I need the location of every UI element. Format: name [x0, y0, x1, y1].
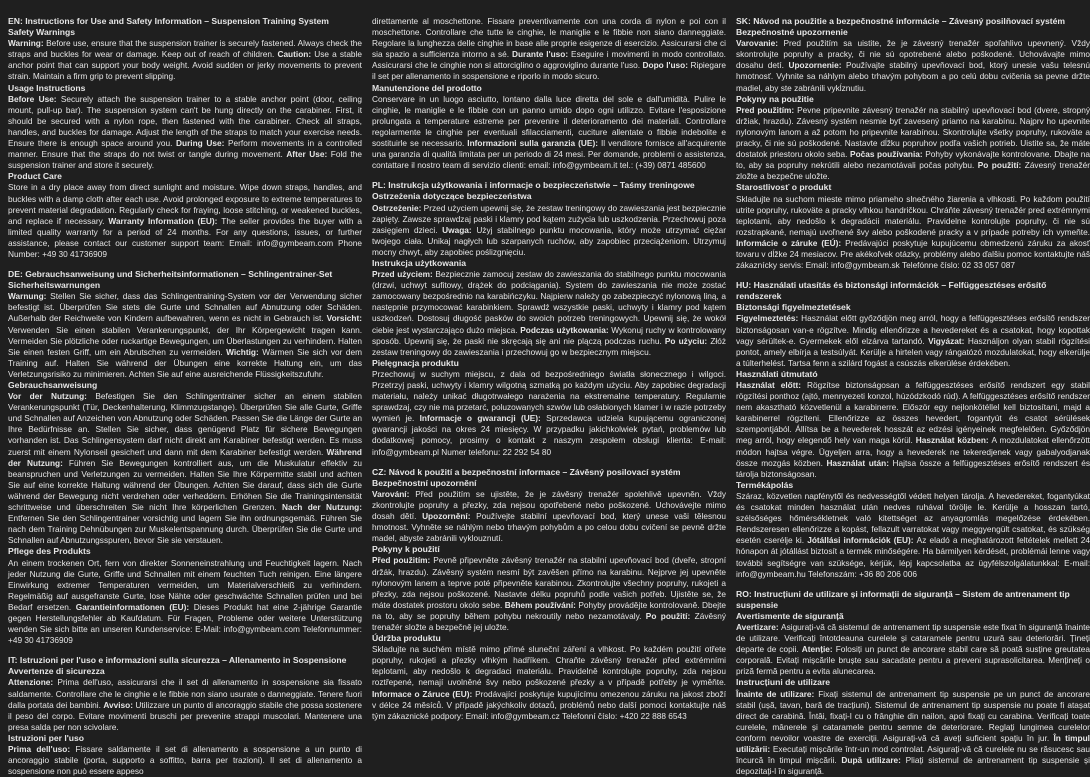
body-text: Prodávající poskytuje kupujícímu omezenou záruku na jakost zboží v délce 24 měsíců. V případě jakýchkoliv dotazů, problémů nebo další pomoci kontaktujte náš tým zákaznické podpory: Email: info@gymbeam.cz Telefonní číslo: +420 22 888 6543	[372, 688, 726, 721]
body-text: Eseguire i movimenti in modo controllato. Assicurarsi che le cinghie non si attorciglino o aggroviglino durante l'uso.	[372, 49, 726, 71]
bold-label: Garantieinformationen (EU):	[75, 601, 194, 612]
text-column	[736, 16, 1090, 777]
body-text: Száraz, közvetlen napfénytől és nedvességtől védett helyen tárolja. A hevedereket, fogantyúkat és csatokat minden használat után nedves ruhával törölje le. Kerülje a hosszan tartó, szélsőséges hőmérsékletnek való kitettséget az anyagromlás megelőzése érdekében. Rendszeresen ellenőrizze a kopást, fellazult varratokat vagy meggyengült csatokat, és szükség esetén cserélje ki.	[736, 490, 1090, 546]
subheading: Manutenzione del prodotto	[372, 82, 482, 93]
body-text: Przed użyciem upewnij się, że zestaw treningowy do zawieszania jest bezpiecznie zapięty. Zawsze sprawdzaj paski i klamry pod kątem zużycia lub uszkodzenia. Przechowuj poza zasięgiem dzieci.	[372, 202, 726, 235]
bold-label: Před použitím:	[372, 555, 434, 566]
language-section	[372, 467, 726, 722]
section-title: CZ: Návod k použití a bezpečnostní informace – Závěsný posilovací systém	[372, 466, 681, 477]
subheading: Bezpečnostné upozornenie	[736, 27, 848, 38]
bold-label: Po użyciu:	[664, 335, 711, 346]
bold-label: Jótállási információk (EU):	[807, 535, 917, 546]
language-section	[736, 280, 1090, 580]
body-text: Befestigen Sie den Schlingentrainer sicher an einem stabilen Verankerungspunkt (Tür, Deckenhalterung, Klimmzugstange). Überprüfen Sie alle Gurte, Griffe und Schnallen auf Anzeichen von Abnutzung oder Schäden. Passen Sie die Länge der Gurte an Ihre Bedürfnisse an. Stellen Sie sicher, dass genügend Platz für sichere Bewegungen vorhanden ist. Das Schlingensystem darf nicht direkt am Karabiner befestigt werden. Es muss zuerst mit einem Nylonseil gesichert und dann mit dem Karabiner befestigt werden.	[8, 391, 362, 457]
subheading: Usage Instructions	[8, 82, 86, 93]
bold-label: Before Use:	[8, 93, 61, 104]
body-text: Predávajúci poskytuje kupujúcemu obmedzenú záruku za akosť tovaru v dĺžke 24 mesiacov. Pre akékoľvek otázky, problémy alebo ďalšiu pomoc kontaktujte náš zákaznícky servis: Email: info@gymbeam.sk Telefónne číslo: 02 33 057 087	[736, 237, 1090, 271]
body-text: Rögzítse biztonságosan a felfüggesztéses erősítő rendszert egy stabil rögzítési ponthoz (ajtó, mennyezeti konzol, húzódzkodó rúd). A felfüggesztéses erősítő rendszer nem akasztható közvetlenül a karabinerre. Először egy nejlonkötéllel kell biztosítani, majd a karabinerrel rögzíteni. Ellenőrizze az összes hevedert, fogantyút és csatot sérülések szempontjából. Állítsa be a hevederek hosszát az edzési igényeinek megfelelően. Győződjön meg arról, hogy elegendő hely van maga körül.	[736, 380, 1090, 446]
language-section	[8, 655, 362, 777]
body-text: Wärmen Sie sich vor dem Training auf. Halten Sie während der Übungen eine korrekte Haltung ein, um das Verletzungsrisiko zu minimieren. Achten Sie auf eine ausreichende Flüssigkeitszufuhr.	[8, 346, 363, 379]
paragraph	[372, 269, 726, 358]
body-text: Verwenden Sie einen stabilen Verankerungspunkt, der Ihr Körpergewicht tragen kann. Vermeiden Sie plötzliche oder ruckartige Bewegungen, um Überlastungen zu verhindern. Halten Sie einen festen Griff, um ein Abrutschen zu vermeiden.	[8, 324, 362, 357]
language-section	[8, 269, 362, 646]
subheading: Avertismente de siguranță	[736, 610, 844, 621]
paragraph	[736, 194, 1090, 272]
body-text: Securely attach the suspension trainer to a stable anchor point (door, ceiling mount, pull-up bar). The suspension system can't be hung directly on the carabiner. First, it should be secured with a nylon rope, then fastened with the carabiner. Check all straps, handles, and buckles for damage. Adjust the length of the straps to match your exercise needs. Ensure there is enough space around you.	[8, 93, 362, 149]
bold-label: Atenție:	[801, 644, 836, 655]
paragraph	[736, 313, 1090, 368]
body-text: direttamente al moschettone. Fissare preventivamente con una corda di nylon e poi con il moschettone. Controllare che tutte le cinghie, le maniglie e le fibbie non siano danneggiate. Regolare la lunghezza delle cinghie in base alle proprie esigenze di esercizio. Assicurarsi che ci sia spazio a sufficienza intorno a sé.	[372, 16, 726, 60]
paragraph	[8, 94, 362, 172]
body-text: Fissare saldamente il set di allenamento a sospensione a un punto di ancoraggio stabile (porta, supporto a soffitto, barra per trazioni). Il set di allenamento a sospensione non può essere appeso	[8, 744, 362, 777]
subheading: Bezpečnostní upozornění	[372, 477, 477, 488]
language-section	[372, 180, 726, 457]
subheading: Ostrzeżenia dotyczące bezpieczeństwa	[372, 191, 532, 202]
subheading: Pokyny na použitie	[736, 93, 814, 104]
body-text: Fold the suspension trainer and store it securely.	[8, 149, 362, 171]
paragraph	[372, 203, 726, 258]
body-text: Prima dell'uso, assicurarsi che il set di allenamento in sospensione sia fissato saldamente. Controllare che le cinghie e le fibbie non siano usurate o danneggiate. Tenere fuori dalla portata dei bambini.	[8, 677, 362, 710]
paragraph	[372, 489, 726, 544]
body-text: Pohyby vykonávajte kontrolovane. Dbajte na to, aby sa popruhy nekrútili alebo nezamotávali počas pohybu.	[736, 149, 1090, 171]
paragraph	[372, 555, 726, 633]
body-text: Sprzedawca udziela kupującemu ograniczonej gwarancji jakości na okres 24 miesięcy. W przypadku jakichkolwiek pytań, problemów lub dodatkowej pomocy, prosimy o kontakt z naszym zespołem obsługi klienta: E-mail: info@gymbeam.pl Numer telefonu: 22 292 54 80	[372, 413, 726, 457]
body-text: Perform movements in a controlled manner. Ensure that the straps do not twist or tangle during movement.	[8, 138, 363, 160]
body-text: Pred použitím sa uistite, že je závesný trenažér spoľahlivo upevnený. Vždy skontrolujte popruhy a pracky, či nie sú opotrebené alebo poškodené. Uchovávajte mimo dosahu detí.	[736, 38, 1090, 71]
section-title: HU: Használati utasítás és biztonsági információk – Felfüggesztéses erősítő rendszerek	[736, 280, 1047, 302]
paragraph	[8, 391, 362, 546]
body-text: Hajtsa össze a felfüggesztéses erősítő rendszert és tárolja biztonságosan.	[736, 457, 1090, 479]
body-text: An einem trockenen Ort, fern von direkter Sonneneinstrahlung und Feuchtigkeit lagern. Nach jeder Nutzung die Gurte, Griffe und Schnallen mit einem feuchten Tuch reinigen. Eine längere Einwirkung extremer Temperaturen vermeiden, um Materialverschleiß zu verhindern. Regelmäßig auf ausgefranste Gurte, lose Nähte oder geschwächte Schnallen prüfen und bei Bedarf ersetzen.	[8, 557, 362, 612]
paragraph	[8, 38, 362, 82]
subheading: Safety Warnings	[8, 27, 76, 38]
subheading: Istruzioni per l'uso	[8, 732, 85, 743]
subheading: Údržba produktu	[372, 633, 441, 644]
body-text: Skladujte na suchom mieste mimo priameho slnečného žiarenia a vlhkosti. Po každom použití utrite popruhy, rukoväte a pracky vlhkou handričkou. Chráňte závesný trenažér pred extrémnymi teplotami, aby nedošlo k degradácii materiálu. Pravidelne kontrolujte popruhy, či nie sú rozstrapkané, nemajú uvoľnené švy alebo poškodené pracky a v prípade potreby ich vymeňte.	[736, 193, 1090, 237]
bold-label: Upozornenie:	[788, 60, 847, 71]
bold-label: Figyelmeztetés:	[736, 313, 802, 324]
bold-label: Upozornění:	[422, 511, 477, 522]
bold-label: După utilizare:	[841, 755, 906, 766]
body-text: Il venditore fornisce all'acquirente una garanzia di qualità limitata per un periodo di 24 mesi. Per domande, problemi o assistenza, contattare il nostro team di servizio clienti: email: info@gymbeam.it tel.: (+39) 0871 485600	[372, 138, 726, 171]
body-text: Użyj stabilnego punktu mocowania, który może utrzymać ciężar twojego ciała. Unikaj nagłych lub szarpanych ruchów, aby zapobiec przeciążeniom. Utrzymuj mocny chwyt, aby zapobiec poślizgnięciu.	[372, 224, 726, 257]
subheading: Pokyny k použití	[372, 544, 440, 555]
bold-label: Informacje o gwarancji (UE):	[419, 413, 547, 424]
body-text: Use a stable anchor point that can support your body weight. Avoid sudden or jerky movements to prevent strain. Maintain a firm grip to prevent slipping.	[8, 49, 363, 82]
subheading: Instrukcja użytkowania	[372, 257, 467, 268]
paragraph	[8, 558, 362, 647]
body-text: Before use, ensure that the suspension trainer is securely fastened. Always check the straps and buckles for wear or damage. Keep out of reach of children.	[8, 38, 363, 60]
paragraph	[736, 491, 1090, 580]
body-text: The seller provides the buyer with a limited quality warranty for a period of 24 months. For any questions, issues, or further assistance, please contact our customer support team: Email: info@gymbeam.com Phone Number: +49 30 41736909	[8, 215, 362, 259]
paragraph	[736, 689, 1090, 777]
paragraph	[736, 622, 1090, 677]
paragraph	[8, 182, 362, 260]
bold-label: Ostrzeżenie:	[372, 202, 424, 213]
bold-label: Warnung:	[8, 291, 51, 302]
body-text: Skladujte na suchém místě mimo přímé sluneční záření a vlhkost. Po každém použití otřete popruhy, rukojeti a přezky vlhkým hadříkem. Chraňte závěsný trenažér před extrémními teplotami, aby nedošlo k degradaci materiálu. Pravidelně kontrolujte popruhy, zda nejsou roztřepené, nemají uvolněné švy nebo poškozené přezky a v případě potřeby je vyměňte.	[372, 644, 726, 688]
body-text: A mozdulatokat ellenőrzött módon hajtsa végre. Ügyeljen arra, hogy a hevederek ne tekeredjenek vagy gabalyodjanak össze mozgás közben.	[736, 435, 1090, 468]
paragraph	[372, 16, 726, 83]
subheading: Termékápolás	[736, 479, 794, 490]
subheading: Pielęgnacja produktu	[372, 357, 459, 368]
section-title: DE: Gebrauchsanweisung und Sicherheitsinformationen – Schlingentrainer-Set	[8, 269, 333, 280]
subheading: Gebrauchsanweisung	[8, 380, 98, 390]
body-text: Folosiți un punct de ancorare stabil care să poată susține greutatea corporală. Evitați mișcările bruște sau sacadate pentru a preveni suprasolicitarea. Mențineți o priză fermă pentru a evita alunecarea.	[736, 644, 1090, 677]
paragraph	[8, 677, 362, 732]
paragraph	[8, 744, 362, 777]
bold-label: Varování:	[372, 488, 416, 499]
bold-label: Vorsicht:	[326, 313, 362, 324]
language-section	[372, 16, 726, 171]
body-text: Dieses Produkt hat eine 2-jährige Garantie gegen Herstellungsfehler ab Kaufdatum. Für Fragen, Probleme oder weitere Unterstützung wenden Sie sich bitte an unseren Kundenservice: E-Mail: info@gymbeam.com Telefonnummer: +49 30 41736909	[8, 601, 362, 646]
body-text: Fixați sistemul de antrenament tip suspensie pe un punct de ancorare stabil (ușă, tavan, bară de tracțiuni). Sistemul de antrenament tip suspensie nu poate fi atașat direct de carabină. Întâi, fixați-l cu o frânghie din nailon, apoi fixați cu carabina. Verificați toate curelele, mânerele și cataramele pentru semne de deteriorare. Reglați lungimea curelelor conform nevoilor voastre de exerciții. Asigurați-vă că aveți suficient spațiu în jur.	[736, 688, 1090, 743]
body-text: Závesný trenažér zložte a bezpečne uložte.	[736, 160, 1090, 182]
body-text: Pevne pripevnite závesný trenažér na stabilný upevňovací bod (dvere, stropný držiak, hrazdu). Závesný systém nesmie byť zavesený priamo na karabínu. Najprv ho upevnite nylonovým lanom a až potom ho pripevnite karabínou. Skontrolujte všetky popruhy, rukoväte a pracky, či nie sú poškodené. Nastavte dĺžku popruhov podľa vašich potrieb. Uistite sa, že máte dostatok priestoru okolo seba.	[736, 104, 1090, 160]
bold-label: Pred použitím:	[736, 104, 798, 115]
bold-label: Durante l'uso:	[511, 49, 572, 60]
bold-label: Během používání:	[504, 599, 579, 610]
bold-label: Avertizare:	[736, 621, 782, 632]
bold-label: Informácie o záruke (EÚ):	[736, 237, 846, 248]
subheading: Starostlivosť o produkt	[736, 182, 832, 193]
bold-label: Înainte de utilizare:	[736, 688, 819, 699]
bold-label: Po použití:	[645, 610, 695, 621]
text-column	[8, 16, 363, 777]
bold-label: Varovanie:	[736, 38, 784, 49]
body-text: Store in a dry place away from direct sunlight and moisture. Wipe down straps, handles, and buckles with a damp cloth after each use. Avoid prolonged exposure to extreme temperatures to prevent material degradation. Regularly check for fraying, loose stitching, or weakened buckles, and replace if necessary.	[8, 182, 362, 226]
body-text: Przechowuj w suchym miejscu, z dala od bezpośredniego światła słonecznego i wilgoci. Przetrzyj paski, uchwyty i klamry wilgotną szmatką po każdym użyciu. Aby zapobiec degradacji materiału, należy unikać długotrwałego narażenia na ekstremalne temperatury. Regularnie sprawdzaj, czy nie ma przetarć, poluzowanych szwów lub osłabionych klamer i w razie potrzeby wymień je.	[372, 368, 726, 424]
paragraph	[372, 94, 726, 172]
section-title: RO: Instrucțiuni de utilizare și informații de siguranță – Sistem de antrenament tip suspensie	[736, 588, 1070, 610]
text-column	[372, 16, 726, 760]
paragraph	[372, 644, 726, 722]
body-text: Wykonuj ruchy w kontrolowany sposób. Upewnij się, że paski nie skręcają się ani nie plączą podczas ruchu.	[372, 324, 726, 346]
body-text: Conservare in un luogo asciutto, lontano dalla luce diretta del sole e dall'umidità. Pulire le cinghie, le maniglie e le fibbie con un panno umido dopo ogni utilizzo. Evitare l'esposizione prolungata a temperature estreme per prevenire il deterioramento dei materiali. Controllare regolarmente le cinghie per eventuali sfilacciamenti, cuciture allentate o fibbie indebolite e sostituirle se necessario.	[372, 93, 726, 149]
bold-label: Vigyázat:	[928, 335, 968, 346]
body-text: Asigurați-vă că sistemul de antrenament tip suspensie este fixat în siguranță înainte de utilizare. Verificați întotdeauna curelele și cataramele pentru uzură sau deteriorări. Țineți departe de copii.	[736, 621, 1090, 655]
paragraph	[8, 291, 362, 380]
bold-label: Przed użyciem:	[372, 269, 436, 280]
bold-label: Dopo l'uso:	[642, 60, 691, 71]
bold-label: After Use:	[286, 149, 331, 160]
language-section	[736, 589, 1090, 777]
bold-label: Használat előtt:	[736, 380, 807, 390]
bold-label: Prima dell'uso:	[8, 744, 76, 754]
bold-label: Informace o Záruce (EU):	[372, 688, 476, 699]
body-text: Führen Sie Bewegungen kontrolliert aus, um die Muskulatur effektiv zu beanspruchen und Verletzungen zu vermeiden. Halten Sie Ihre Körpermitte stabil und achten Sie auf eine korrekte Haltung während der Übungen. Achten Sie darauf, dass sich die Gurte während der Bewegung nicht verdrehen oder verheddern. Erhöhen Sie die Trainingsintensität schrittweise und überschreiten Sie nicht Ihre körperlichen Grenzen.	[8, 457, 362, 513]
bold-label: During Use:	[176, 138, 229, 149]
subheading: Product Care	[8, 171, 62, 182]
bold-label: Avviso:	[103, 699, 136, 710]
language-section	[8, 16, 362, 260]
bold-label: Počas používania:	[850, 149, 926, 160]
subheading: Sicherheitswarnungen	[8, 280, 101, 291]
bold-label: În timpul utilizării:	[736, 732, 1090, 754]
body-text: Pevně připevněte závěsný trenažér na stabilní upevňovací bod (dveře, stropní držák, hrazdu). Závěsný systém nesmí být zavěšen přímo na karabinu. Nejprve jej upevněte nylonovým lanem a teprve poté připevněte karabinou. Zkontrolujte všechny popruhy, rukojeti a přezky, zda nejsou poškozené. Nastavte délku popruhů podle vašich potřeb. Ujistěte se, že máte dostatek prostoru okolo sebe.	[372, 555, 727, 610]
bold-label: Uwaga:	[442, 224, 477, 235]
bold-label: Használat után:	[826, 457, 893, 468]
body-text: Pohyby provádějte kontrolovaně. Dbejte na to, aby se popruhy během pohybu nekroutily nebo nezamotávaly.	[372, 599, 726, 621]
bold-label: Warranty Information (EU):	[108, 215, 222, 226]
subheading: Biztonsági figyelmeztetések	[736, 302, 851, 313]
paragraph	[736, 380, 1090, 480]
subheading: Avvertenze di sicurezza	[8, 666, 105, 677]
body-text: Pliați sistemul de antrenament tip suspensie și depozitați-l în siguranță.	[736, 755, 1090, 777]
bold-label: Informazioni sulla garanzia (UE):	[467, 138, 601, 149]
bold-label: Attenzione:	[8, 677, 58, 688]
bold-label: Podczas użytkowania:	[520, 324, 612, 335]
body-text: Ripiegare il set per allenamento in sospensione e riporlo in modo sicuro.	[372, 60, 726, 82]
paragraph	[372, 369, 726, 458]
body-text: Használat előtt győződjön meg arról, hogy a felfüggesztéses erősítő rendszer biztonságosan van-e rögzítve. Mindig ellenőrizze a hevedereket és a csatokat, hogy kopottak vagy sérültek-e. Gyermekek elől elzárva tartandó.	[736, 313, 1090, 346]
bold-label: Warning:	[8, 38, 47, 49]
body-text: Executați mișcările într-un mod controlat. Asigurați-vă că curelele nu se răsucesc sau încurcă în timpul mișcării.	[736, 744, 1090, 766]
body-text: Használjon olyan stabil rögzítési pontot, amely elbírja a testsúlyát. Kerülje a hirtelen vagy rángatózó mozdulatokat, hogy elkerülje a túlterhelést. Tartsa fenn a szilárd fogást a csúszás elkerülése érdekében.	[736, 335, 1090, 368]
subheading: Pflege des Produkts	[8, 546, 91, 557]
bold-label: Használat közben:	[915, 435, 992, 446]
language-section	[736, 16, 1090, 271]
body-text: Złóż zestaw treningowy do zawieszania i przechowuj go w bezpiecznym miejscu.	[372, 335, 726, 357]
body-text: Stellen Sie sicher, dass das Schlingentraining-System vor der Verwendung sicher befestigt ist. Überprüfen Sie stets die Gurte und Schnallen auf Abnutzung oder Schäden. Außerhalb der Reichweite von Kindern aufbewahren, wenn es nicht in Gebrauch ist.	[8, 291, 362, 324]
paragraph	[736, 105, 1090, 183]
bold-label: Po použití:	[977, 160, 1025, 171]
section-title: EN: Instructions for Use and Safety Information – Suspension Training System	[8, 16, 329, 26]
bold-label: Caution:	[277, 49, 315, 60]
paragraph	[736, 38, 1090, 93]
subheading: Instrucțiuni de utilizare	[736, 677, 831, 688]
body-text: Az eladó a meghatározott feltételek mellett 24 hónapon át jótállást biztosít a termék minőségére. Ha bármilyen kérdését, problémái lenne vagy további segítségre van szüksége, kérjük, lépj kapcsolatba az ügyfélszolgálatunkkal: E-mail: info@gymbeam.hu Telefonszám: +36 80 206 006	[736, 535, 1090, 579]
bold-label: Vor der Nutzung:	[8, 391, 96, 402]
body-text: Entfernen Sie den Schlingentrainer vorsichtig und lagern Sie ihn ordnungsgemäß. Führen Sie nach dem Training Dehnübungen zur Muskelentspannung durch. Überprüfen Sie die Gurte und Schnallen auf Abnutzungsspuren, bevor Sie sie verstauen.	[8, 513, 362, 546]
subheading: Használati útmutató	[736, 368, 818, 379]
body-text: Používejte stabilní upevňovací bod, který unese vaši tělesnou hmotnost. Vyhněte se náhlým nebo trhavým pohybům a po celou dobu cvičení se pevně držte madel, abyste zabránili vyklouznutí.	[372, 511, 726, 544]
section-title: SK: Návod na použitie a bezpečnostné informácie – Závesný posilňovací systém	[736, 16, 1066, 26]
bold-label: Wichtig:	[226, 346, 263, 357]
body-text: Utilizzare un punto di ancoraggio stabile che possa sostenere il peso del corpo. Evitare movimenti bruschi per prevenire strappi muscolari. Mantenere una presa salda per non scivolare.	[8, 699, 362, 732]
body-text: Používajte stabilný upevňovací bod, ktorý unesie vašu telesnú hmotnosť. Vyhnite sa náhlym alebo trhavým pohybom a po celú dobu cvičenia sa pevne držte madiel, aby ste zabránili vykĺznutiu.	[736, 60, 1090, 93]
body-text: Závěsný trenažér složte a bezpečně jej uložte.	[372, 610, 726, 632]
section-title: PL: Instrukcja użytkowania i informacje o bezpieczeństwie – Taśmy treningowe	[372, 180, 695, 191]
bold-label: Nach der Nutzung:	[282, 502, 362, 513]
bold-label: Während der Nutzung:	[8, 446, 362, 468]
section-title: IT: Istruzioni per l'uso e informazioni sulla sicurezza – Allenamento in Sospensione	[8, 655, 347, 666]
body-text: Bezpiecznie zamocuj zestaw do zawieszania do stabilnego punktu mocowania (drzwi, uchwyt sufitowy, drążek do podciągania). System do zawieszania nie może zostać zamocowany bezpośrednio na karabińczyku. Najpierw należy go zabezpieczyć nylonową liną, a następnie przymocować karabinkiem. Sprawdź wszystkie paski, uchwyty i klamry pod kątem uszkodzeń. Dostosuj długość pasków do swoich potrzeb treningowych. Upewnij się, że wokół ciebie jest wystarczająco dużo miejsca.	[372, 269, 726, 335]
body-text: Před použitím se ujistěte, že je závěsný trenažér spolehlivě upevněn. Vždy zkontrolujte popruhy a přezky, zda nejsou opotřebené nebo poškozené. Uchovávejte mimo dosah dětí.	[372, 488, 726, 522]
